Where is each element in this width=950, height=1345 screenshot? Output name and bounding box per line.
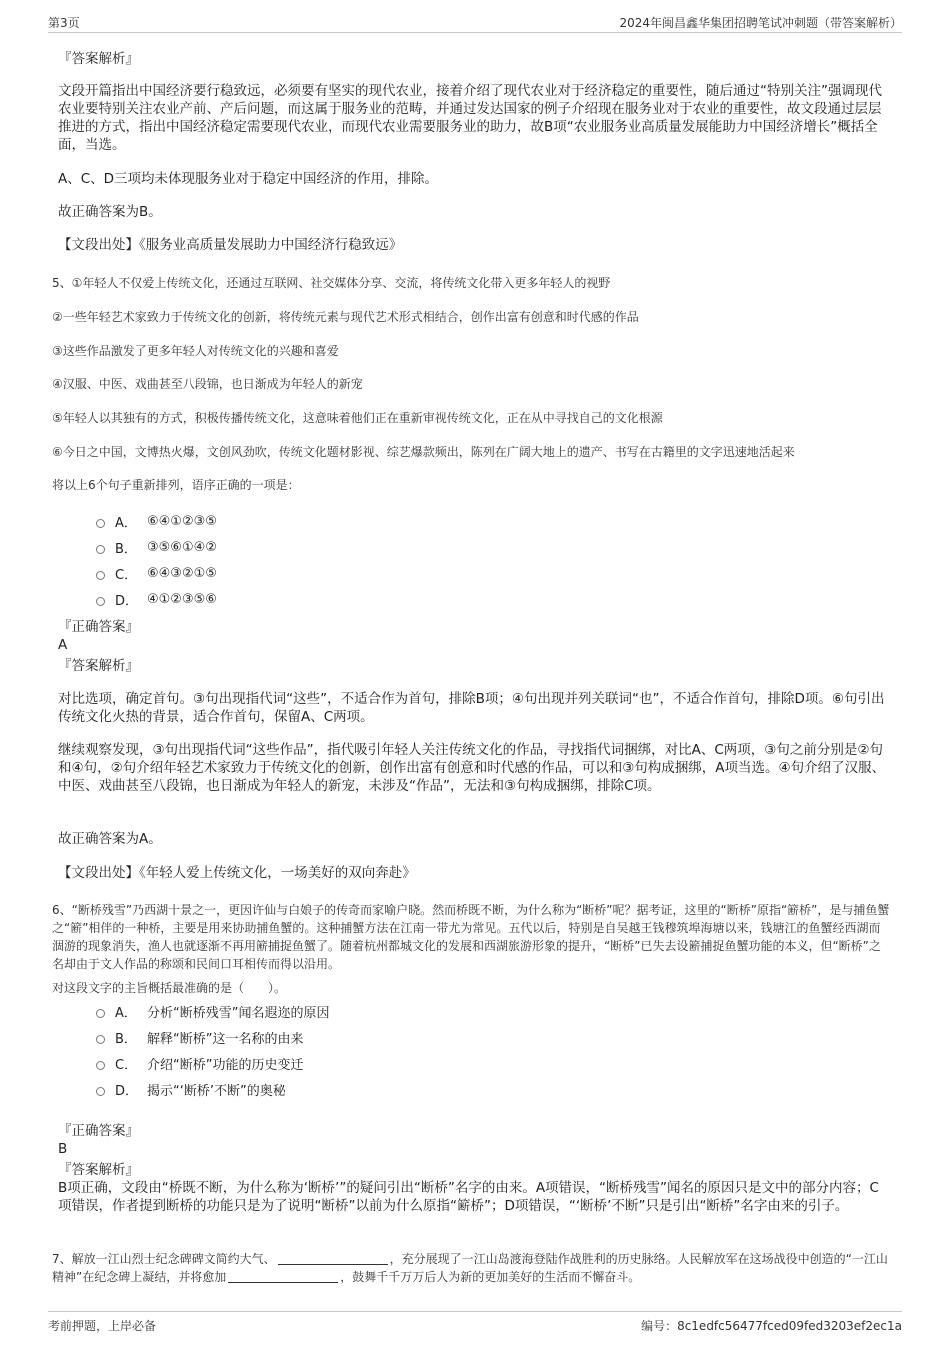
q6-analysis: B项正确，文段由“桥既不断，为什么称为‘断桥’”的疑问引出“断桥”名字的由来。A项错误，“断桥残雪”闻名的原因只是文中的部分内容；C项错误，作者提到断桥的功能只是为了说明“断桥”以前为什么原指“簖桥”；D项错误，“‘断桥’不断”只是引出“断桥”名字由来的引子。 (58, 1180, 879, 1214)
q5-sentence-2: ②一些年轻艺术家致力于传统文化的创新，将传统元素与现代艺术形式相结合，创作出富有创意和时代感的作品 (52, 310, 639, 324)
q4-analysis-p2: A、C、D三项均未体现服务业对于稳定中国经济的作用，排除。 (58, 171, 439, 187)
page-footer (48, 1311, 902, 1336)
q7-blank-1[interactable] (278, 1252, 388, 1265)
q4-analysis-label: 『答案解析』 (58, 51, 139, 67)
q7-blank-2[interactable] (228, 1270, 338, 1283)
q6-option-b[interactable]: B． 解释“断桥”这一名称的由来 (96, 1027, 303, 1047)
q5-correct-answer: A (58, 637, 68, 653)
radio-icon[interactable] (96, 519, 105, 528)
page-number: 第3页 (48, 16, 80, 30)
q4-analysis-p3: 故正确答案为B。 (58, 204, 162, 220)
radio-icon[interactable] (96, 1009, 105, 1018)
footer-slogan: 考前押题，上岸必备 (48, 1319, 157, 1333)
q5-sentence-4: ④汉服、中医、戏曲甚至八段锦，也日渐成为年轻人的新宠 (52, 377, 363, 391)
q5-sentence-3: ③这些作品激发了更多年轻人对传统文化的兴趣和喜爱 (52, 344, 339, 358)
q5-analysis-p3: 故正确答案为A。 (58, 831, 162, 847)
q5-sentence-1: 5、①年轻人不仅爱上传统文化，还通过互联网、社交媒体分享、交流，将传统文化带入更多年轻人的视野 (52, 276, 611, 290)
q5-option-b[interactable]: B． ③⑤⑥①④② (96, 537, 217, 557)
q4-analysis-p1: 文段开篇指出中国经济要行稳致远，必须要有坚实的现代农业，接着介绍了现代农业对于经济稳定的重要性，随后通过“特别关注”强调现代农业要特别关注农业产前、产后问题，而这属于服务业的范畴，并通过发达国家的例子介绍现在服务业对于农业的重要性，故文段通过层层推进的方式，指出中国经济稳定需要现代农业，而现代农业需要服务业的助力，故B项“农业服务业高质量发展能助力中国经济增长”概括全面，当选。 (58, 83, 882, 153)
document-title: 2024年闽昌鑫华集团招聘笔试冲刺题（带答案解析） (619, 16, 902, 30)
page-header (48, 12, 902, 33)
radio-icon[interactable] (96, 571, 105, 580)
q5-correct-label: 『正确答案』 (58, 619, 139, 635)
q7-stem: 7、解放一江山烈士纪念碑碑文简约大气、 ，充分展现了一江山岛渡海登陆作战胜利的历史脉络。人民解放军在这场战役中创造的“一江山精神”在纪念碑上凝结，并将愈加 ，鼓舞千千万万后人为新的更加美好的生活而不懈奋斗。 (52, 1252, 888, 1284)
q5-analysis-p2: 继续观察发现，③句出现指代词“这些作品”，指代吸引年轻人关注传统文化的作品，寻找指代词捆绑，对比A、C两项，③句之前分别是②句和④句，②句介绍年轻艺术家致力于传统文化的创新，创作出富有创意和时代感的作品，可以和③句构成捆绑，A项当选。④句介绍了汉服、中医、戏曲甚至八段锦，也日渐成为年轻人的新宠，未涉及“作品”，无法和③句构成捆绑，排除C项。 (58, 742, 886, 794)
q6-option-a[interactable]: A． 分析“断桥残雪”闻名遐迩的原因 (96, 1001, 329, 1021)
q5-analysis-label: 『答案解析』 (58, 658, 139, 674)
radio-icon[interactable] (96, 1035, 105, 1044)
q6-question: 对这段文字的主旨概括最准确的是（ ）。 (52, 981, 287, 995)
q6-correct-answer: B (58, 1141, 68, 1157)
q5-sentence-6: ⑥今日之中国，文博热火爆，文创风劲吹，传统文化题材影视、综艺爆款频出，陈列在广阔大地上的遗产、书写在古籍里的文字迅速地活起来 (52, 445, 795, 459)
q6-correct-label: 『正确答案』 (58, 1123, 139, 1139)
q6-stem: 6、“断桥残雪”乃西湖十景之一，更因许仙与白娘子的传奇而家喻户晓。然而桥既不断，为什么称为“断桥”呢？据考证，这里的“断桥”原指“簖桥”，是与捕鱼蟹之“簖”相伴的一种桥，主要是用来协助捕鱼蟹的。这种捕蟹方法在江南一带尤为常见。五代以后，特别是自吴越王钱穆筑埠海塘以来，钱塘江的鱼蟹经西湖而涸游的现象消失，渔人也就逐渐不再用簖捕捉鱼蟹了。随着杭州都城文化的发展和西湖旅游形象的提升，“断桥”已失去设簖捕捉鱼蟹功能的本义，但“断桥”之名却由于文人作品的称颂和民间口耳相传而得以沿用。 (52, 903, 890, 971)
radio-icon[interactable] (96, 545, 105, 554)
q5-sentence-5: ⑤年轻人以其独有的方式，积极传播传统文化，这意味着他们正在重新审视传统文化，正在从中寻找自己的文化根源 (52, 411, 663, 425)
radio-icon[interactable] (96, 1087, 105, 1096)
q6-option-c[interactable]: C． 介绍“断桥”功能的历史变迁 (96, 1053, 303, 1073)
radio-icon[interactable] (96, 597, 105, 606)
q6-option-d[interactable]: D． 揭示“‘断桥’不断”的奥秘 (96, 1079, 286, 1099)
q5-option-d[interactable]: D． ④①②③⑤⑥ (96, 589, 217, 609)
q4-source: 【文段出处】《服务业高质量发展助力中国经济行稳致远》 (58, 237, 403, 253)
q5-option-c[interactable]: C． ⑥④③②①⑤ (96, 563, 217, 583)
q5-option-a[interactable]: A． ⑥④①②③⑤ (96, 511, 217, 531)
radio-icon[interactable] (96, 1061, 105, 1070)
q5-stem: 将以上6个句子重新排列，语序正确的一项是： (52, 478, 300, 492)
q6-analysis-label: 『答案解析』 (58, 1162, 139, 1178)
document-code: 编号：8c1edfc56477fced09fed3203ef2ec1a (641, 1319, 902, 1333)
q5-source: 【文段出处】《年轻人爱上传统文化，一场美好的双向奔赴》 (58, 865, 416, 881)
q5-analysis-p1: 对比选项，确定首句。③句出现指代词“这些”，不适合作为首句，排除B项；④句出现并列关联词“也”，不适合作首句，排除D项。⑥句引出传统文化火热的背景，适合作首句，保留A、C两项。 (58, 691, 885, 725)
